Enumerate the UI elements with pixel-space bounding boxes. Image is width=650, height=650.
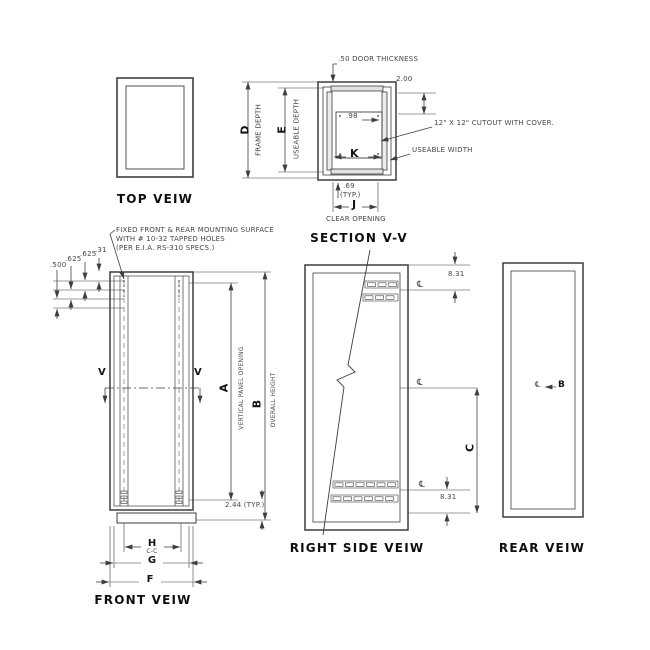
dim-letter-a: A	[217, 383, 231, 393]
useable-width-note: USEABLE WIDTH	[412, 146, 473, 154]
front-view-plinth	[117, 513, 196, 523]
front-view-title: FRONT VEIW	[94, 593, 192, 607]
mounting-note-line3: (PER E.I.A. RS-310 SPECS.)	[116, 244, 215, 252]
dim-625-b: .625	[80, 250, 97, 258]
rail-slots-bottom	[121, 491, 182, 504]
dim-31: .31	[95, 246, 107, 254]
dim-letter-h: H	[147, 538, 157, 549]
door-thickness-note: .50 DOOR THICKNESS	[338, 55, 419, 63]
top-view-outline	[117, 78, 193, 177]
vertical-panel-opening-note: VERTICAL PANEL OPENING	[238, 346, 245, 430]
dim-831-top: 8.31	[448, 270, 465, 278]
dim-98: .98	[346, 112, 358, 120]
rear-centerline-symbol: ℄	[535, 380, 541, 389]
dim-244-typ: 2.44 (TYP.)	[225, 501, 265, 509]
break-line	[323, 250, 370, 535]
rear-marker-letter: B	[558, 380, 565, 390]
dim-h-cc: C-C	[146, 548, 158, 555]
rear-view-linework	[503, 263, 583, 517]
section-view-title: SECTION V-V	[310, 231, 408, 245]
top-view-title: TOP VEIW	[116, 192, 194, 206]
useable-depth-note: USEABLE DEPTH	[292, 98, 301, 160]
clear-opening-note: CLEAR OPENING	[326, 215, 386, 223]
rear-view-outer	[503, 263, 583, 517]
cutout-note: 12" X 12" CUTOUT WITH COVER.	[434, 119, 554, 127]
right-side-view-title: RIGHT SIDE VEIW	[289, 541, 425, 555]
section-door-panel	[331, 86, 383, 91]
dim-letter-k: K	[350, 147, 359, 160]
dim-2-00: 2.00	[396, 75, 413, 83]
rear-view-title: REAR VEIW	[498, 541, 586, 555]
dim-69: .69	[343, 182, 355, 190]
dim-500: .500	[50, 261, 67, 269]
section-cutout	[336, 112, 382, 158]
centerline-symbol-bottom: ℄	[419, 480, 425, 490]
section-cut-letter-right: V	[194, 367, 202, 378]
dim-letter-c: C	[463, 443, 477, 453]
right-side-outer	[305, 265, 408, 530]
section-right-wall	[382, 92, 387, 170]
frame-depth-note: FRAME DEPTH	[254, 104, 263, 156]
dim-letter-f: F	[146, 574, 154, 585]
section-left-wall	[327, 92, 332, 170]
dim-letter-j: J	[352, 198, 357, 211]
centerline-symbol-middle: ℄	[417, 378, 423, 388]
rail-holes	[123, 280, 180, 297]
mounting-note-line2: WITH # 10-32 TAPPED HOLES	[116, 235, 225, 243]
dim-letter-e: E	[275, 126, 289, 134]
overall-height-note: OVERALL HEIGHT	[270, 372, 277, 428]
dim-831-bottom: 8.31	[440, 493, 457, 501]
section-cut-letter-left: V	[98, 367, 106, 378]
section-rear-panel	[331, 169, 383, 174]
dim-letter-b: B	[250, 399, 264, 409]
mounting-note-line1: FIXED FRONT & REAR MOUNTING SURFACE	[116, 226, 274, 234]
section-view-linework	[238, 64, 436, 212]
dim-letter-g: G	[147, 555, 157, 566]
dim-69-typ: (TYP.)	[340, 191, 361, 199]
dim-letter-d: D	[238, 125, 252, 135]
dim-625-a: .625	[65, 255, 82, 263]
centerline-symbol-top: ℄	[417, 280, 423, 290]
